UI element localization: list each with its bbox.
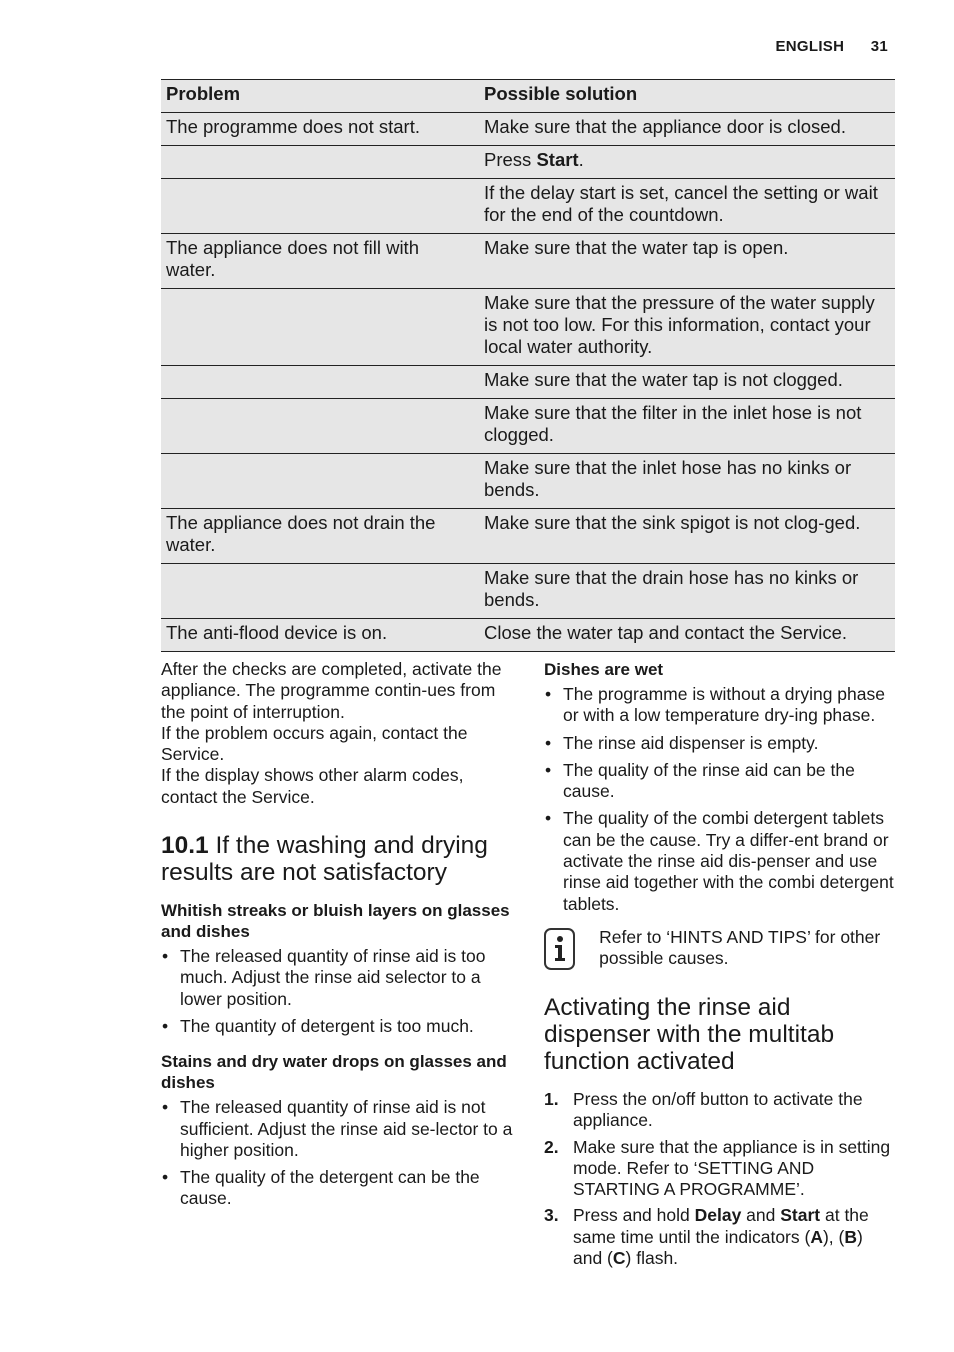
list-item: • The quality of the detergent can be the cause. [162,1167,480,1209]
list-item-text: The quality of the rinse aid can be the cause. [563,759,855,802]
page-number: 31 [870,38,888,55]
section-number: 10.1 [161,832,209,860]
solution-cell: Press Start. [471,146,895,179]
after-checks-text-2: If the problem occurs again, contact the Service. [161,722,468,765]
right-column [544,659,896,1274]
step-text: Make sure that the appliance is in setting mode. Refer to ‘SETTING AND STARTING A PROGRAMME’. [573,1136,891,1200]
dishes-wet-heading: Dishes are wet [544,660,664,679]
table-row [161,454,895,509]
list-item-text: The quantity of detergent is too much. [180,1015,474,1036]
troubleshooting-table [161,79,895,652]
left-column [161,659,516,1216]
table-row [161,113,895,146]
table-row [161,564,895,619]
dishes-wet-list [544,684,896,915]
solution-cell: If the delay start is set, cancel the setting or wait for the end of the countdown. [471,179,895,234]
problem-cell [161,399,471,454]
list-item-text: The released quantity of rinse aid is too much. Adjust the rinse aid selector to a lower position. [180,946,486,1009]
info-icon [544,928,575,970]
table-row [161,234,895,289]
section-heading [161,832,516,886]
stains-list [161,1097,516,1209]
list-item: • The rinse aid dispenser is empty. [545,732,819,753]
table-header-row [161,80,895,113]
step-item [544,1205,896,1269]
step-item [544,1089,896,1132]
step-item [544,1137,896,1201]
list-item: • The quantity of detergent is too much. [162,1015,474,1036]
solution-cell: Make sure that the sink spigot is not clog-ged. [471,509,895,564]
problem-cell: The programme does not start. [161,113,471,146]
problem-cell [161,289,471,366]
step-text: Press and hold Delay and Start at the same time until the indicators (A), (B) and (C) flash. [573,1205,869,1269]
page-header [775,38,888,55]
table-row [161,146,895,179]
solution-cell: Make sure that the appliance door is closed. [471,113,895,146]
list-item: • The quality of the rinse aid can be the cause. [545,759,855,802]
table-row [161,289,895,366]
list-item-text: The quality of the combi detergent tablets can be the cause. Try a differ-ent brand or activate the rinse aid dis-penser and use rinse aid together with the combi detergent tablets. [563,808,894,914]
solution-cell: Make sure that the filter in the inlet hose is not clogged. [471,399,895,454]
solution-cell: Make sure that the water tap is not clogged. [471,366,895,399]
table-row [161,509,895,564]
streaks-heading: Whitish streaks or bluish layers on glasses and dishes [161,901,510,942]
problem-cell [161,366,471,399]
step-text: Press the on/off button to activate the appliance. [573,1088,863,1131]
list-item: • The released quantity of rinse aid is not sufficient. Adjust the rinse aid se-lector to a higher position. [162,1097,513,1160]
column-header-problem: Problem [161,80,471,113]
solution-cell: Close the water tap and contact the Service. [471,619,895,652]
info-text: Refer to ‘HINTS AND TIPS’ for other possible causes. [599,926,881,969]
problem-cell: The anti-flood device is on. [161,619,471,652]
problem-cell [161,454,471,509]
list-item-text: The programme is without a drying phase or with a low temperature dry-ing phase. [563,684,885,726]
language-label: ENGLISH [775,38,845,55]
after-checks-text-1: After the checks are completed, activate the appliance. The programme contin-ues from the point of interruption. [161,659,502,722]
stains-heading: Stains and dry water drops on glasses and dishes [161,1052,507,1093]
list-item-text: The rinse aid dispenser is empty. [563,732,819,753]
list-item: • The quality of the combi detergent tablets can be the cause. Try a differ-ent brand or activate the rinse aid dis-penser and use rinse aid together with the combi detergent tablets. [545,808,894,914]
rinse-aid-heading: Activating the rinse aid dispenser with the multitab function activated [544,993,835,1075]
streaks-list [161,946,516,1037]
list-item: • The released quantity of rinse aid is too much. Adjust the rinse aid selector to a lower position. [162,946,486,1009]
problem-cell: The appliance does not drain the water. [161,509,471,564]
solution-cell: Make sure that the drain hose has no kinks or bends. [471,564,895,619]
list-item-text: The quality of the detergent can be the cause. [180,1167,480,1209]
step-number: 2. [544,1136,559,1157]
list-item: • The programme is without a drying phase or with a low temperature dry-ing phase. [545,684,885,726]
solution-cell: Make sure that the water tap is open. [471,234,895,289]
problem-cell: The appliance does not fill with water. [161,234,471,289]
table-row [161,619,895,652]
step-number: 3. [544,1205,559,1226]
rinse-aid-steps [544,1089,896,1269]
step-number: 1. [544,1088,559,1109]
problem-cell [161,564,471,619]
info-note [544,927,896,970]
problem-cell [161,179,471,234]
after-checks-text-3: If the display shows other alarm codes, contact the Service. [161,765,464,807]
table-row [161,366,895,399]
column-header-solution: Possible solution [471,80,895,113]
table-row [161,399,895,454]
solution-cell: Make sure that the pressure of the water supply is not too low. For this information, contact your local water authority. [471,289,895,366]
problem-cell [161,146,471,179]
list-item-text: The released quantity of rinse aid is not sufficient. Adjust the rinse aid se-lector to a higher position. [180,1097,513,1160]
section-title: If the washing and drying results are not satisfactory [161,832,488,887]
solution-cell: Make sure that the inlet hose has no kinks or bends. [471,454,895,509]
table-row [161,179,895,234]
